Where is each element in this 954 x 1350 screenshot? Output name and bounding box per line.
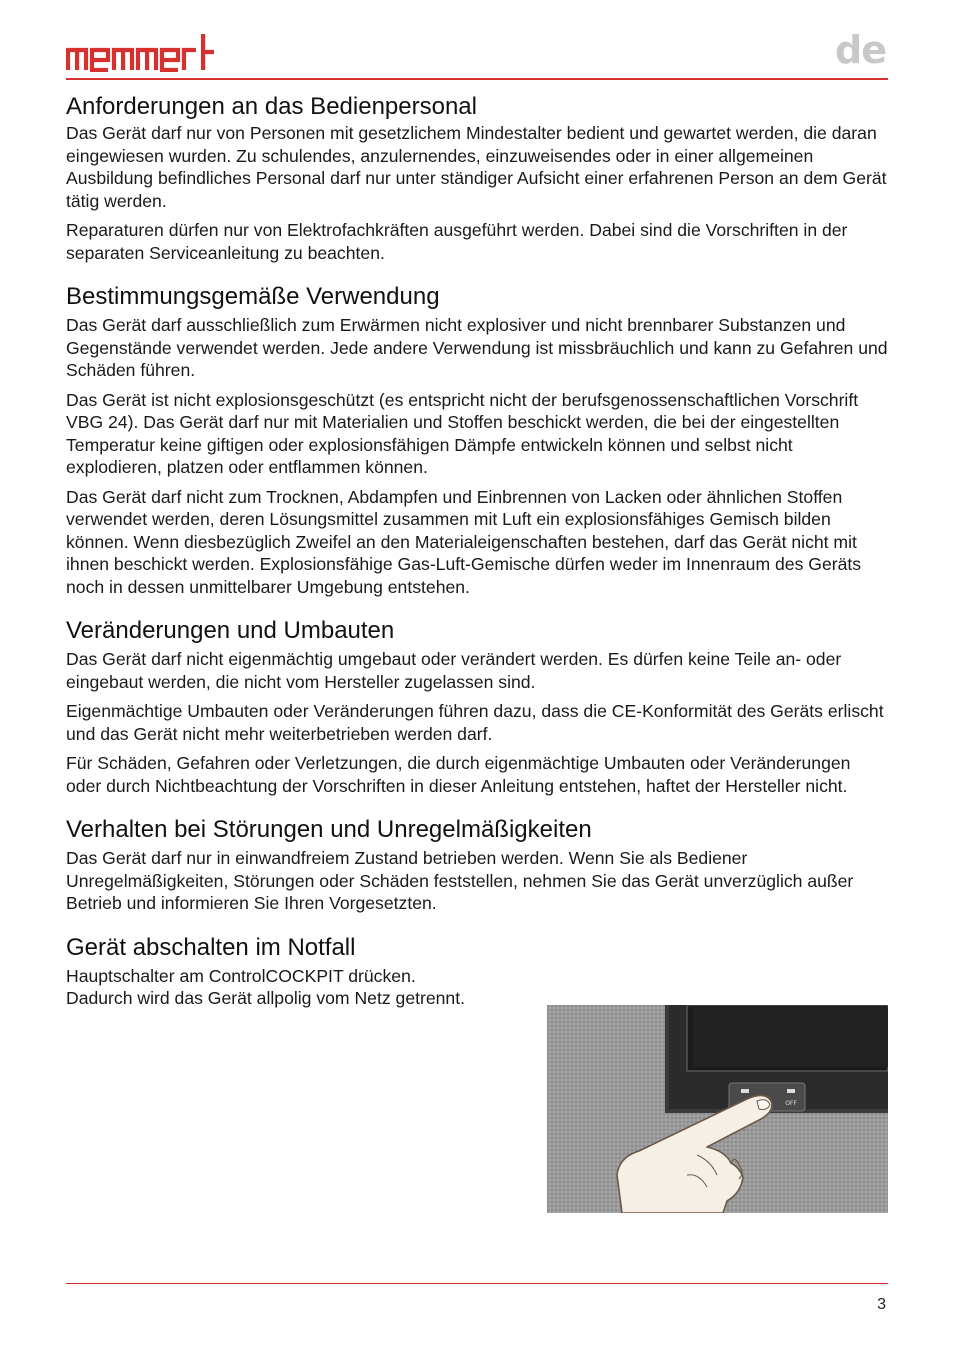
memmert-logo [66, 32, 216, 72]
section-heading: Veränderungen und Umbauten [66, 617, 395, 644]
instruction-line: Hauptschalter am ControlCOCKPIT drücken. [66, 965, 416, 986]
paragraph [66, 965, 526, 1010]
paragraph: Das Gerät darf nur von Personen mit gesetzlichem Mindestalter bedient und gewartet werden, die daran eingewiesen wurden. Zu schulendes, anzulernendes, einzuweisendes oder in einer allgemeinen Ausbildung befindliches Personal darf nur unter ständiger Aufsicht einer erfahrenen Person an dem Gerät tätig werden. [66, 123, 887, 211]
paragraph: Eigenmächtige Umbauten oder Veränderungen führen dazu, dass die CE-Konformität des Geräts erlischt und das Gerät nicht mehr weiterbetrieben werden darf. [66, 701, 884, 744]
language-code: de [835, 28, 886, 72]
page-number: 3 [877, 1296, 886, 1313]
switch-off-label: OFF [785, 1100, 797, 1107]
paragraph: Das Gerät darf ausschließlich zum Erwärmen nicht explosiver und nicht brennbarer Substanzen und Gegenstände verwendet werden. Jede andere Verwendung ist missbräuchlich und kann zu Gefahren und Schäden führen. [66, 315, 888, 380]
page-content [66, 90, 888, 1010]
paragraph: Das Gerät darf nur in einwandfreiem Zustand betrieben werden. Wenn Sie als Bediener Unregelmäßigkeiten, Störungen oder Schäden feststellen, nehmen Sie das Gerät unverzüglich außer Betrieb und informieren Sie Ihren Vorgesetzten. [66, 848, 854, 913]
paragraph: Das Gerät darf nicht zum Trocknen, Abdampfen und Einbrennen von Lacken oder ähnlichen Stoffen verwendet werden, deren Lösungsmittel zusammen mit Luft ein explosionsfähiges Gemisch bilden können. Wenn diesbezüglich Zweifel an den Materialeigenschaften bestehen, darf das Gerät nicht mit ihnen beschickt werden. Explosionsfähige Gas-Luft-Gemische dürfen weder im Innenraum des Geräts noch in dessen unmittelbarer Umgebung entstehen. [66, 486, 862, 597]
footer-divider [66, 1283, 888, 1284]
section-heading: Bestimmungsgemäße Verwendung [66, 283, 440, 310]
section-heading: Gerät abschalten im Notfall [66, 933, 356, 961]
paragraph: Das Gerät darf nicht eigenmächtig umgebaut oder verändert werden. Es dürfen keine Teile an- oder eingebaut werden, die nicht vom Hersteller zugelassen sind. [66, 649, 842, 692]
main-switch-illustration [547, 1005, 888, 1213]
header-divider [66, 78, 888, 80]
paragraph: Das Gerät ist nicht explosionsgeschützt (es entspricht nicht der berufsgenossenschaftlichen Vorschrift VBG 24). Das Gerät darf nur mit Materialien und Stoffen beschickt werden, die bei der eingestellten Temperatur keine giftigen oder explosionsfähigen Dämpfe entwickeln können und selbst nicht explodieren, platzen oder entflammen können. [66, 389, 859, 477]
section-heading: Anforderungen an das Bedienpersonal [66, 93, 477, 120]
paragraph: Für Schäden, Gefahren oder Verletzungen, die durch eigenmächtige Umbauten oder Veränderungen oder durch Nichtbeachtung der Vorschriften in dieser Anleitung entstehen, haftet der Hersteller nicht. [66, 753, 851, 796]
instruction-line: Dadurch wird das Gerät allpolig vom Netz getrennt. [66, 988, 465, 1008]
section-heading: Verhalten bei Störungen und Unregelmäßigkeiten [66, 816, 592, 843]
paragraph: Reparaturen dürfen nur von Elektrofachkräften ausgeführt werden. Dabei sind die Vorschriften in der separaten Serviceanleitung zu beachten. [66, 220, 848, 263]
